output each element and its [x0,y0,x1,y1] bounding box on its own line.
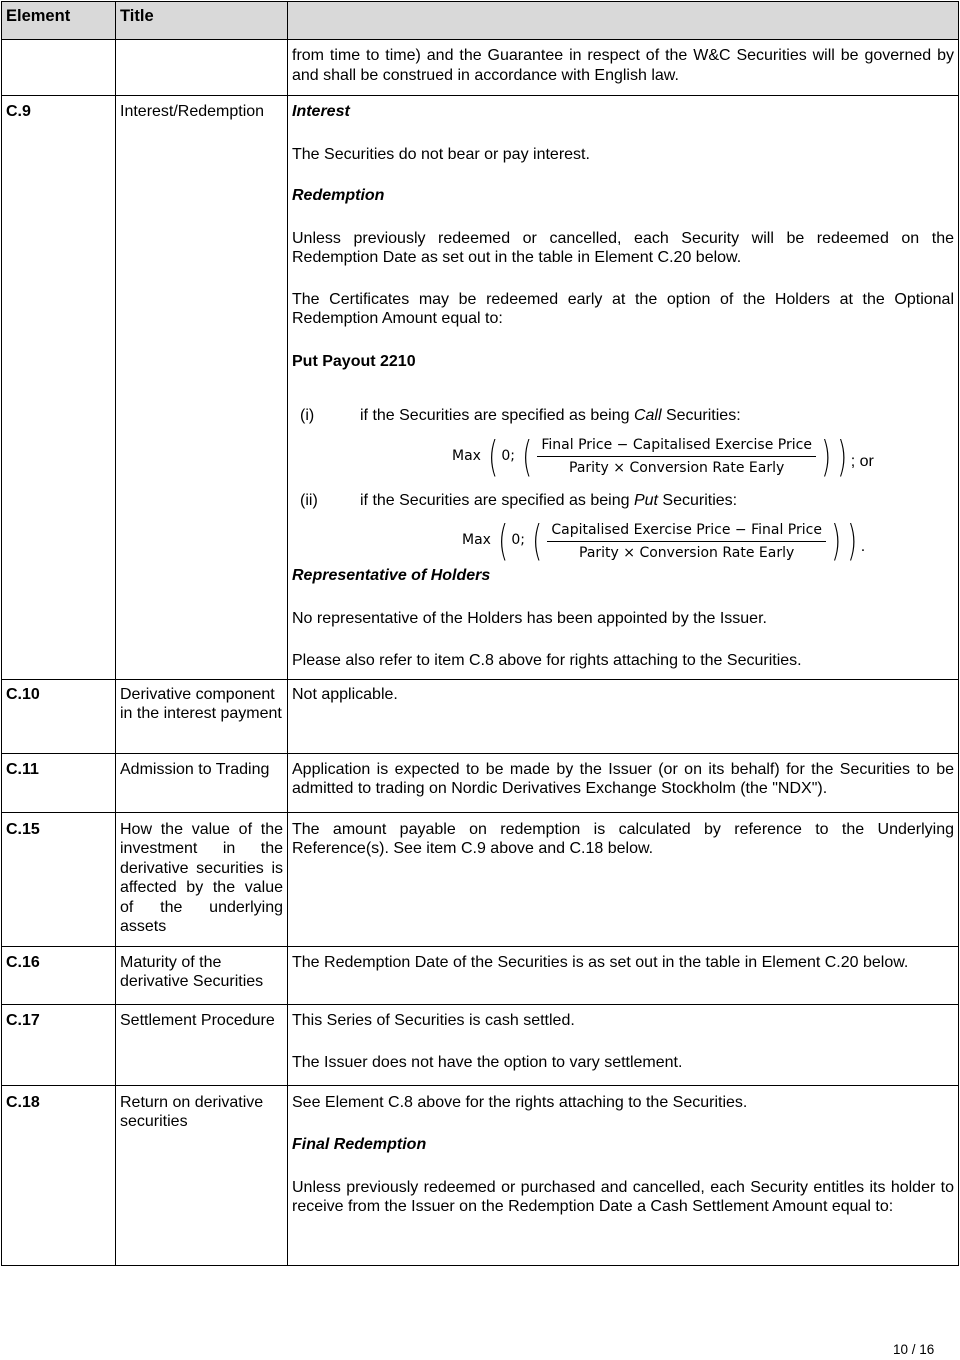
payout-heading: Put Payout 2210 [292,352,416,370]
title-label: Settlement Procedure [120,1011,275,1029]
element-title [116,96,288,680]
title-label: Interest/Redemption [120,103,265,120]
element-label: C.15 [6,820,40,838]
title-label: How the value of the investment in the derivative securities is affected by the value of the underlying assets [120,820,283,935]
table-row [2,1004,959,1085]
text-emphasis: Call [633,407,662,424]
table-header-row [2,2,959,40]
header-element: Element [2,2,116,40]
paragraph: Unless previously redeemed or purchased and cancelled, each Security entitles its holder to receive from the Issuer on the Redemption Date a Cash Settlement Amount equal to: [292,1178,954,1215]
list-label: (i) [300,407,315,424]
call-formula [452,431,954,481]
paren-close: ) [831,516,842,565]
formula-zero: 0; [511,532,525,549]
element-id [2,1004,116,1085]
put-formula [462,516,954,565]
element-content [288,946,959,1004]
element-content [288,96,959,680]
element-id [2,753,116,812]
fraction-denominator: Parity × Conversion Rate Early [579,544,795,561]
early-redemption-text: The Certificates may be redeemed early at the option of the Holders at the Optional Redemption Amount equal to: [292,290,954,327]
paren-open: ( [498,516,509,565]
paragraph: Application is expected to be made by the Issuer (or on its behalf) for the Securities to be admitted to trading on Nordic Derivatives Exchange Stockholm (the "NDX"). [292,760,954,797]
redemption-text: Unless previously redeemed or cancelled, each Security will be redeemed on the Redemption Date as set out in the table in Element C.20 below. [292,229,954,266]
text-part: if the Securities are specified as being [360,491,634,509]
table-row [2,40,959,96]
element-label: C.17 [6,1011,40,1029]
paren-open: ( [532,516,543,565]
formula-max: Max [462,532,491,549]
table-row [2,679,959,753]
text-part: if the Securities are specified as being [360,407,634,424]
element-title [116,753,288,812]
list-text [360,406,741,426]
representative-text: No representative of the Holders has been appointed by the Issuer. [292,609,767,627]
title-label: Derivative component in the interest payment [120,685,282,722]
element-title [116,679,288,753]
paren-open: ( [488,431,499,481]
table-row [2,946,959,1004]
fraction-denominator: Parity × Conversion Rate Early [569,460,785,476]
formula-tail: . [860,537,866,555]
element-id [2,1085,116,1265]
element-label: C.11 [6,760,39,778]
element-content [288,812,959,946]
paragraph: This Series of Securities is cash settled. [292,1011,575,1029]
formula-max: Max [452,447,481,464]
interest-text: The Securities do not bear or pay interest. [292,145,590,163]
final-redemption-heading: Final Redemption [292,1136,427,1153]
interest-heading: Interest [292,103,350,120]
paragraph: Not applicable. [292,685,398,703]
empty-cell [116,40,288,96]
paren-open: ( [522,431,533,481]
text-part: Securities: [661,407,741,424]
element-label: C.16 [6,953,40,971]
table-row [2,96,959,680]
element-id [2,812,116,946]
paragraph: See Element C.8 above for the rights attaching to the Securities. [292,1093,748,1111]
element-title [116,1004,288,1085]
paragraph: The Issuer does not have the option to vary settlement. [292,1054,683,1071]
list-item [292,406,954,426]
page-number: 10 / 16 [893,1342,935,1357]
element-title [116,812,288,946]
formula-tail: ; or [850,453,874,470]
title-label: Admission to Trading [120,760,270,778]
element-label: C.10 [6,685,40,703]
element-title [116,946,288,1004]
header-content [288,2,959,40]
element-label: C.18 [6,1093,40,1111]
formula-fraction [537,436,816,477]
paragraph: The amount payable on redemption is calculated by reference to the Underlying Reference(s). See item C.9 above and C.18 below. [292,820,954,857]
formula-fraction [547,521,826,562]
representative-refer: Please also refer to item C.8 above for rights attaching to the Securities. [292,652,802,669]
element-title [116,1085,288,1265]
table-row [2,753,959,812]
fraction-numerator: Final Price − Capitalised Exercise Price [537,436,816,457]
representative-heading: Representative of Holders [292,567,491,584]
paren-close: ) [821,431,832,481]
list-text [360,491,737,511]
table-row [2,812,959,946]
empty-cell [2,40,116,96]
title-label: Return on derivative securities [120,1093,264,1130]
title-label: Maturity of the derivative Securities [120,953,264,990]
formula-zero: 0; [501,447,515,464]
summary-table [1,1,959,1266]
redemption-heading: Redemption [292,187,385,204]
element-content [288,679,959,753]
continuation-text [288,40,959,96]
text-emphasis: Put [633,491,658,509]
text-part: Securities: [657,491,738,509]
element-id [2,679,116,753]
header-title: Title [116,2,288,40]
element-label: C.9 [6,103,31,120]
element-content [288,1085,959,1265]
list-label: (ii) [300,491,318,509]
paren-close: ) [847,516,858,565]
paren-close: ) [837,431,848,481]
list-item [292,491,954,511]
element-id [2,946,116,1004]
element-id [2,96,116,680]
element-content [288,1004,959,1085]
fraction-numerator: Capitalised Exercise Price − Final Price [547,521,826,542]
paragraph: The Redemption Date of the Securities is as set out in the table in Element C.20 below. [292,953,909,971]
paragraph: from time to time) and the Guarantee in respect of the W&C Securities will be governed by and shall be construed in accordance with English law. [292,47,954,84]
element-content [288,753,959,812]
table-row [2,1085,959,1265]
